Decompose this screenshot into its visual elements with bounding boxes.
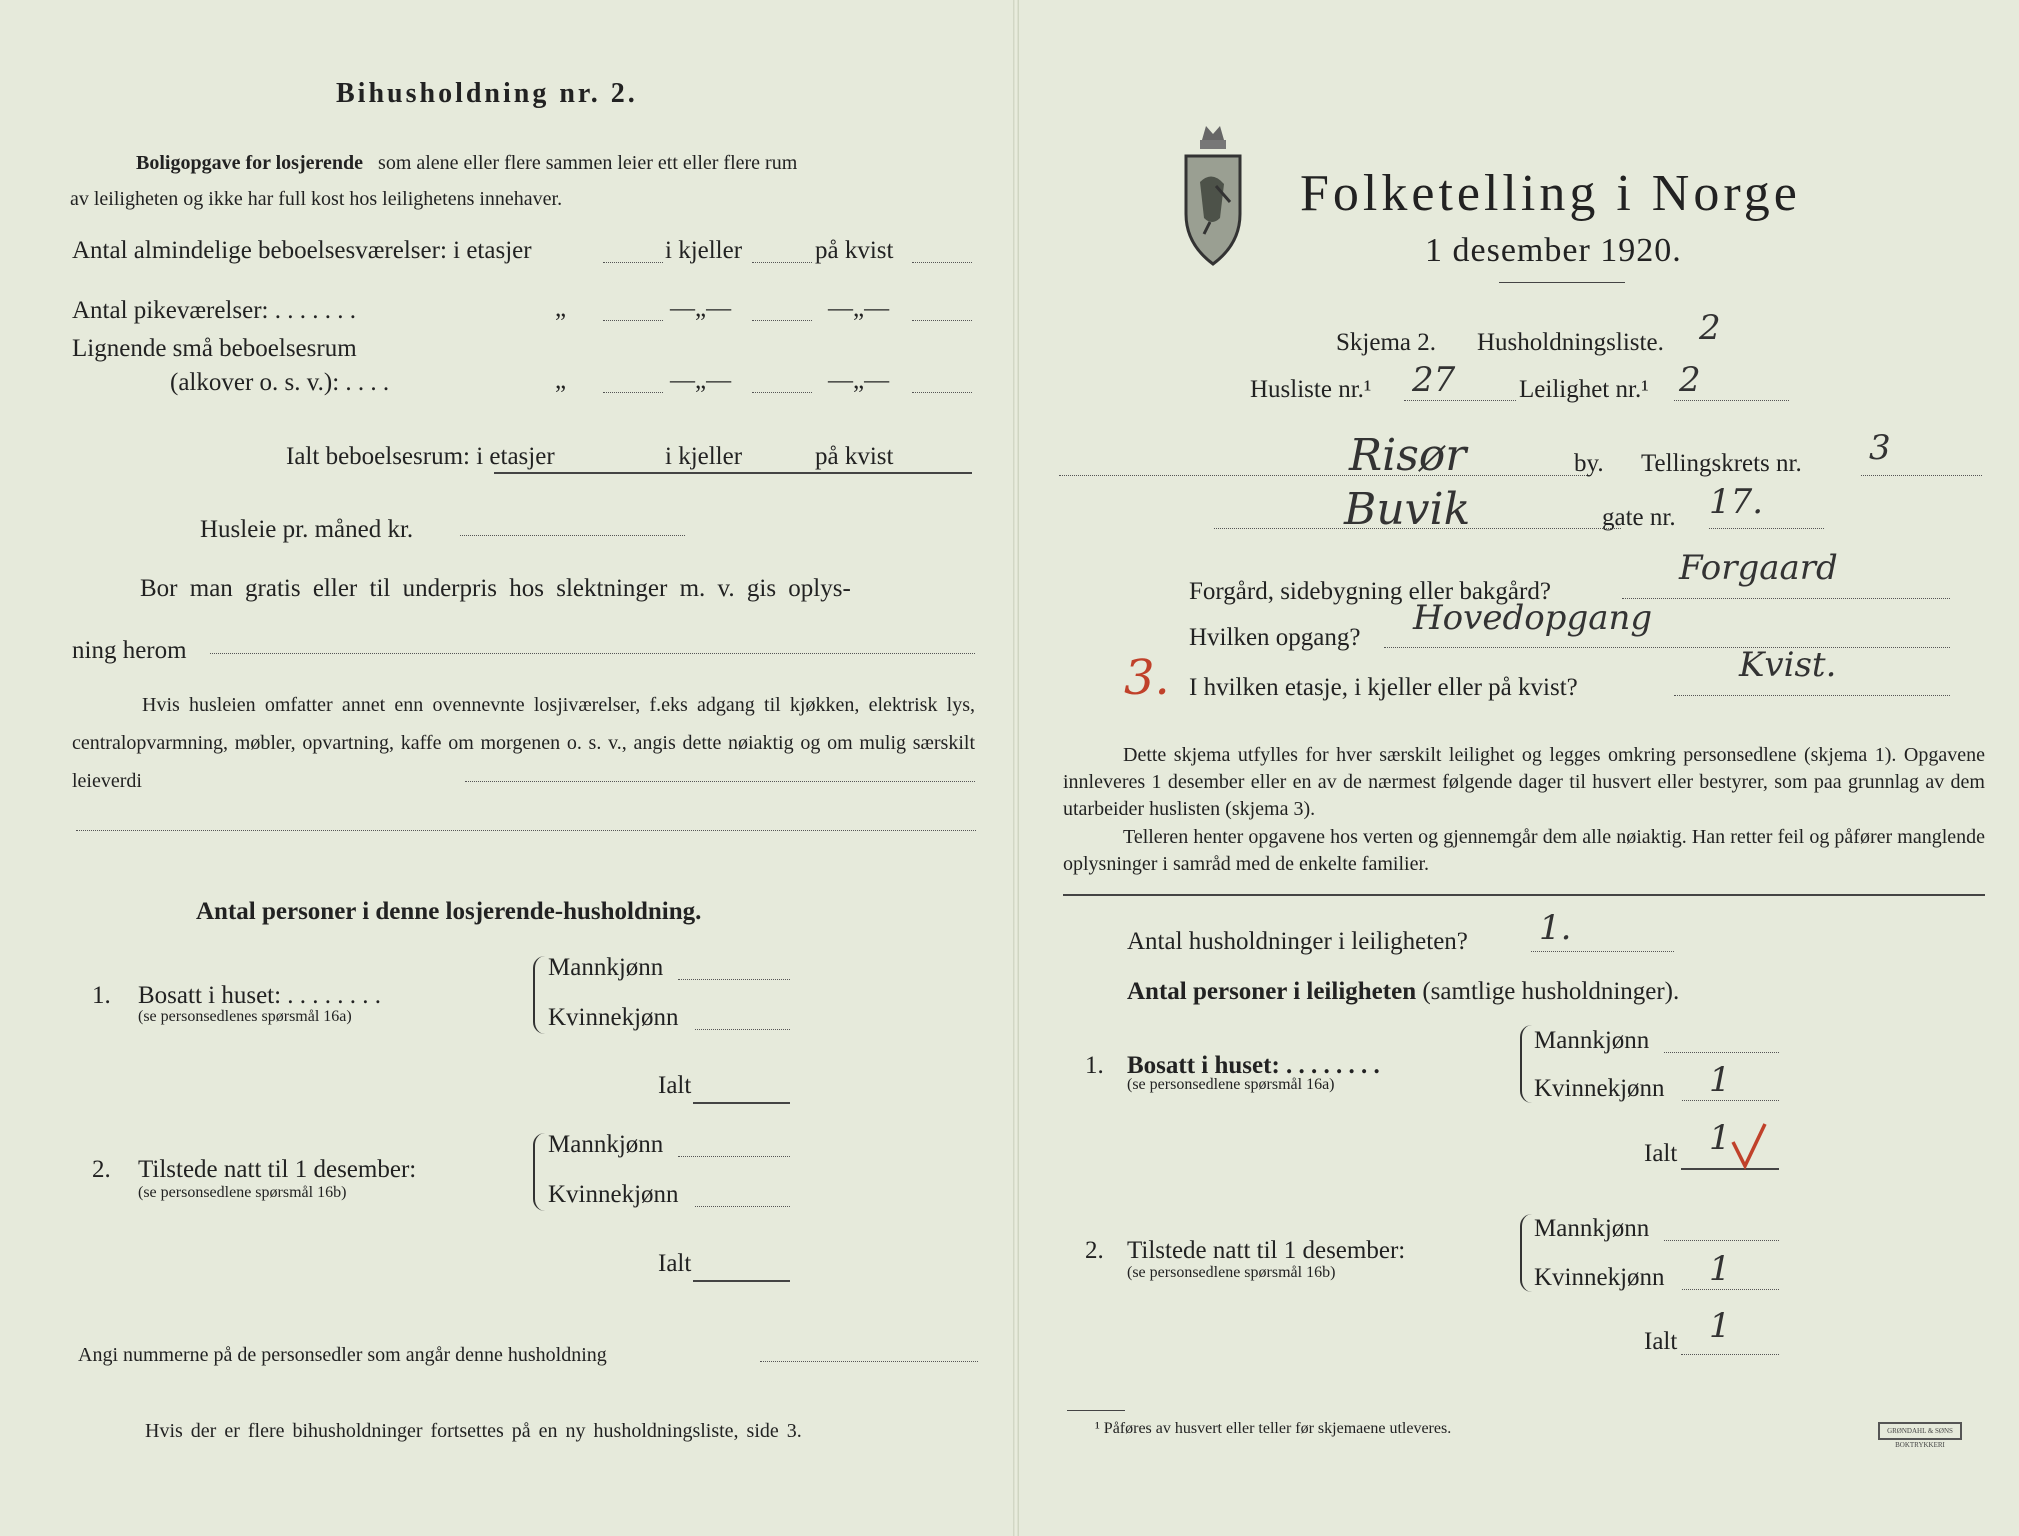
extra-field-1[interactable] [465,781,975,782]
red-mark: 3. [1124,650,1170,706]
instructions-rule [1063,894,1985,896]
q2-sub: (se personsedlene spørsmål 16b) [1127,1264,1336,1281]
rent-label: Husleie pr. måned kr. [200,516,414,543]
left-page-title: Bihusholdning nr. 2. [336,78,638,109]
total-rooms-label: Ialt beboelsesrum: i etasjer [286,443,555,470]
husholdningsliste-value: 2 [1699,308,1721,348]
pike-field-1[interactable] [603,320,663,321]
q1-ialt-value: 1 [1709,1118,1731,1158]
q2-ialt-value: 1 [1709,1306,1731,1346]
q1-number: 1. [1085,1052,1104,1079]
gate-label: gate nr. [1602,504,1676,531]
small-rooms-label-2: (alkover o. s. v.): . . . . [170,369,390,396]
small-field-1[interactable] [603,392,663,393]
leilighet-label: Leilighet nr.¹ [1519,376,1649,403]
q1-male-label: Mannkjønn [548,954,664,981]
extra-field-2[interactable] [76,830,976,831]
small-ditto-2: —„— [670,367,732,394]
q2-label: Tilstede natt til 1 desember: [138,1156,417,1183]
gratis-line-1: Bor man gratis eller til underpris hos slektninger m. v. gis oplys- [140,575,851,602]
husholdningsliste-label: Husholdningsliste. [1477,329,1664,356]
households-field[interactable] [1531,951,1674,952]
q1-sub: (se personsedlene spørsmål 16a) [1127,1076,1335,1093]
q2-ialt-field[interactable] [693,1280,790,1282]
q2-brace [533,1133,547,1211]
pike-field-3[interactable] [912,320,972,321]
q2-female-label: Kvinnekjønn [548,1181,679,1208]
q1-label: Bosatt i huset: . . . . . . . . [138,982,382,1009]
q1-ialt-label: Ialt [658,1072,692,1099]
numbers-label: Angi nummerne på de personsedler som angår denne husholdning [78,1344,607,1366]
q1-label: Bosatt i huset: . . . . . . . . [1127,1052,1380,1079]
q1-ialt-label: Ialt [1644,1140,1678,1167]
q1-female-field[interactable] [1682,1100,1779,1101]
opgang-field[interactable] [1384,647,1950,648]
etasje-value: Kvist. [1739,645,1837,685]
husliste-value: 27 [1412,360,1456,400]
town-field[interactable] [1059,475,1591,476]
small-ditto-3: —„— [828,367,890,394]
households-label: Antal husholdninger i leiligheten? [1127,928,1468,955]
q1-brace [1520,1025,1534,1103]
rooms-kvist-field[interactable] [912,262,972,263]
tellingskrets-value: 3 [1869,428,1891,468]
q1-female-value: 1 [1709,1060,1731,1100]
q2-label: Tilstede natt til 1 desember: [1127,1237,1406,1264]
pike-ditto-1: „ [555,295,567,322]
small-field-2[interactable] [752,392,812,393]
forgaard-label: Forgård, sidebygning eller bakgård? [1189,578,1551,605]
tellingskrets-label: Tellingskrets nr. [1641,450,1802,477]
q1-female-label: Kvinnekjønn [548,1004,679,1031]
q2-brace [1520,1214,1534,1292]
forgaard-field[interactable] [1622,598,1950,599]
q1-male-field[interactable] [1664,1052,1779,1053]
tellingskrets-field[interactable] [1861,475,1982,476]
by-label: by. [1574,450,1604,477]
coat-of-arms-icon [1180,122,1246,268]
skjema-label: Skjema 2. [1336,329,1436,356]
q2-male-label: Mannkjønn [1534,1215,1650,1242]
total-rooms-rule [494,472,972,474]
q2-ialt-field[interactable] [1681,1354,1779,1355]
leilighet-value: 2 [1679,360,1701,400]
q2-male-field[interactable] [678,1156,790,1157]
town-value: Risør [1349,430,1467,481]
q2-ialt-label: Ialt [1644,1328,1678,1355]
etasje-label: I hvilken etasje, i kjeller eller på kvist? [1189,674,1578,701]
q1-male-field[interactable] [678,979,790,980]
small-ditto-1: „ [555,367,567,394]
pike-field-2[interactable] [752,320,812,321]
q1-ialt-field[interactable] [693,1102,790,1104]
q2-male-label: Mannkjønn [548,1131,664,1158]
title-rule [1499,282,1625,283]
gate-value: 17. [1709,482,1764,522]
q2-female-value: 1 [1709,1249,1731,1289]
gate-field[interactable] [1709,528,1824,529]
small-field-3[interactable] [912,392,972,393]
rooms-kjeller-field[interactable] [752,262,812,263]
intro-line-2: av leiligheten og ikke har full kost hos leilighetens innehaver. [70,188,563,210]
extra-text: Hvis husleien omfatter annet enn ovennevnte losjiværelser, f.eks adgang til kjøkken, elektrisk lys, centralopvarmning, møbler, opvartning, kaffe om morgenen o. s. v., angis dette nøiaktig og om mulig særskilt leieverdi [72,694,975,792]
footnote: ¹ Påføres av husvert eller teller før skjemaene utleveres. [1095,1420,1452,1437]
total-kjeller-label: i kjeller [665,443,743,470]
form-title: Folketelling i Norge [1300,165,1801,222]
q2-ialt-label: Ialt [658,1250,692,1277]
q2-number: 2. [92,1156,111,1183]
rooms-etasjer-field[interactable] [603,262,663,263]
census-date: 1 desember 1920. [1425,232,1682,269]
q1-female-field[interactable] [695,1029,790,1030]
etasje-field[interactable] [1674,695,1950,696]
q2-female-label: Kvinnekjønn [1534,1264,1665,1291]
opgang-label: Hvilken opgang? [1189,624,1361,651]
persons-heading: Antal personer i leiligheten (samtlige husholdninger). [1127,978,1680,1005]
q1-female-label: Kvinnekjønn [1534,1075,1665,1102]
rooms-kvist-label: på kvist [815,237,894,264]
pike-label: Antal pikeværelser: . . . . . . . [72,297,356,324]
printer-stamp: GRØNDAHL & SØNS BOKTRYKKERI [1878,1422,1962,1440]
gratis-line-2: ning herom [72,637,187,664]
rooms-kjeller-label: i kjeller [665,237,743,264]
gratis-field[interactable] [210,653,975,654]
q1-male-label: Mannkjønn [1534,1027,1650,1054]
pike-ditto-2: —„— [670,295,732,322]
instructions-2: Telleren henter opgavene hos verten og gjennemgår dem alle nøiaktig. Han retter feil og påfører manglende oplysninger i samråd med de enkelte familier. [1063,826,1985,875]
numbers-field[interactable] [760,1361,978,1362]
pike-ditto-3: —„— [828,295,890,322]
households-value: 1. [1539,908,1572,948]
checkmark-icon [1729,1122,1769,1172]
left-footer: Hvis der er flere bihusholdninger fortsettes på en ny husholdningsliste, side 3. [145,1420,802,1442]
q2-female-field[interactable] [695,1206,790,1207]
q2-number: 2. [1085,1237,1104,1264]
q1-number: 1. [92,982,111,1009]
opgang-value: Hovedopgang [1413,598,1653,638]
q2-female-field[interactable] [1682,1289,1779,1290]
intro-line-1: Boligopgave for losjerende som alene eller flere sammen leier ett eller flere rum [136,152,798,174]
leilighet-field[interactable] [1674,400,1789,401]
instructions-1: Dette skjema utfylles for hver særskilt leilighet og legges omkring personsedlene (skjema 1). Opgavene innleveres 1 desember eller en av de nærmest følgende dager til husvert eller bestyrer, som paa grunnlag av dem utarbeider huslisten (skjema 3). [1063,744,1985,820]
husliste-field[interactable] [1404,400,1516,401]
right-page [1019,0,2019,1536]
footnote-rule [1067,1410,1125,1411]
q2-male-field[interactable] [1664,1240,1779,1241]
small-rooms-label-1: Lignende små beboelsesrum [72,335,357,362]
rooms-label: Antal almindelige beboelsesværelser: i etasjer [72,237,532,264]
husliste-label: Husliste nr.¹ [1250,376,1372,403]
forgaard-value: Forgaard [1679,548,1838,588]
street-value: Buvik [1344,484,1471,535]
q2-sub: (se personsedlene spørsmål 16b) [138,1184,347,1201]
q1-sub: (se personsedlenes spørsmål 16a) [138,1008,352,1025]
total-kvist-label: på kvist [815,443,894,470]
q1-brace [533,956,547,1034]
rent-field[interactable] [460,535,685,536]
persons-heading: Antal personer i denne losjerende-husholdning. [196,898,702,925]
